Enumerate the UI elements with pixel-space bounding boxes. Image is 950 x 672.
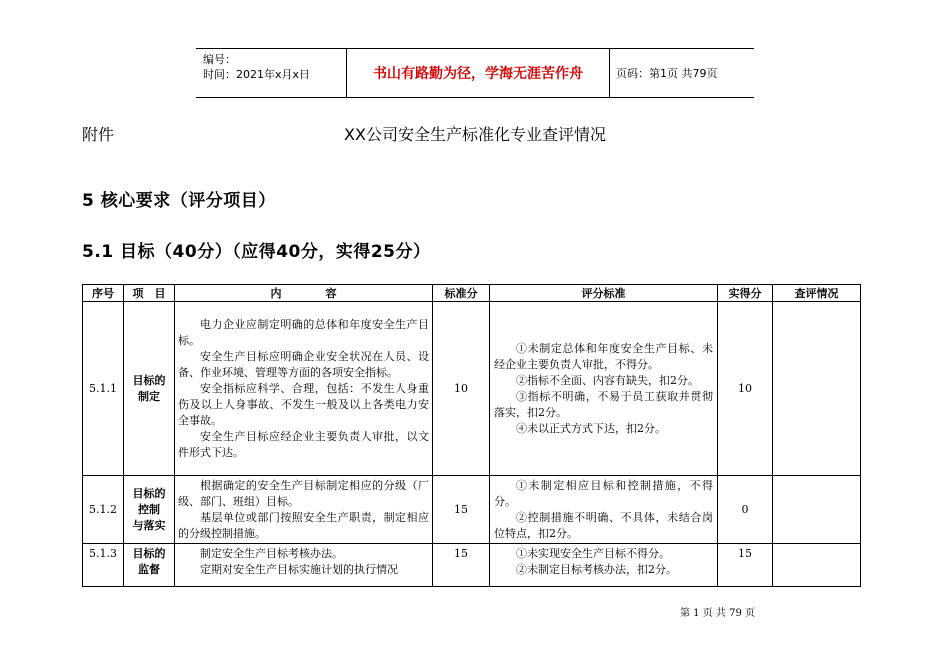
page-header	[196, 48, 754, 98]
criteria-paragraph: ①未制定相应目标和控制措施，不得分。	[494, 478, 713, 508]
actual-score: 10	[718, 302, 773, 476]
criteria-paragraph: ①未制定总体和年度安全生产目标、未经企业主要负责人审批，不得分。	[494, 341, 713, 371]
attachment-label: 附件	[82, 125, 115, 144]
content-paragraph: 制定安全生产目标考核办法。	[200, 547, 343, 560]
row-item: 目标的 监督	[124, 544, 175, 587]
criteria-paragraph: ②指标不全面、内容有缺失，扣2分。	[516, 373, 699, 387]
col-header: 评分标准	[490, 285, 718, 302]
number-label: 编号：	[203, 53, 236, 66]
review-cell	[773, 544, 861, 587]
content-paragraph: 基层单位或部门按照安全生产职责，制定相应的分级控制措施。	[178, 510, 429, 540]
section-heading: 5 核心要求（评分项目）	[82, 191, 276, 211]
table-row	[83, 302, 861, 476]
content-paragraph: 根据确定的安全生产目标制定相应的分级（厂级、部门、班组）目标。	[178, 478, 429, 508]
table-row	[83, 544, 861, 587]
row-item: 目标的 制定	[124, 302, 175, 476]
standard-score: 10	[433, 302, 490, 476]
content-paragraph: 安全指标应科学、合理，包括：不发生人身重伤及以上人身事故、不发生一般及以上各类电力安全事故。	[178, 381, 429, 427]
standard-score: 15	[433, 544, 490, 587]
time-label: 时间：2021年x月x日	[203, 68, 311, 81]
row-id: 5.1.2	[83, 476, 124, 544]
criteria-paragraph: ③指标不明确，不易于员工获取并贯彻落实，扣2分。	[494, 389, 713, 419]
evaluation-table	[82, 284, 861, 587]
col-header: 序号	[83, 285, 124, 302]
content-paragraph: 定期对安全生产目标实施计划的执行情况	[200, 563, 398, 576]
row-criteria	[490, 476, 718, 544]
content-paragraph: 电力企业应制定明确的总体和年度安全生产目标。	[178, 317, 429, 347]
criteria-paragraph: ④未以正式方式下达，扣2分。	[516, 421, 666, 435]
col-header: 内 容	[175, 285, 433, 302]
header-page-info: 页码：第1页 共79页	[616, 67, 718, 80]
standard-score: 15	[433, 476, 490, 544]
criteria-paragraph: ②控制措施不明确、不具体，未结合岗位特点，扣2分。	[494, 510, 713, 540]
table-row	[83, 476, 861, 544]
col-header: 查评情况	[773, 285, 861, 302]
content-paragraph: 安全生产目标应经企业主要负责人审批，以文件形式下达。	[178, 429, 429, 459]
row-content	[175, 544, 433, 587]
row-content	[175, 476, 433, 544]
criteria-paragraph: ①未实现安全生产目标不得分。	[516, 547, 670, 560]
row-content	[175, 302, 433, 476]
review-cell	[773, 476, 861, 544]
page-footer: 第 1 页 共 79 页	[680, 608, 755, 619]
document-title: XX公司安全生产标准化专业查评情况	[344, 125, 606, 144]
header-meta	[196, 49, 347, 97]
criteria-paragraph: ②未制定目标考核办法，扣2分。	[516, 563, 677, 576]
review-cell	[773, 302, 861, 476]
col-header: 实得分	[718, 285, 773, 302]
row-criteria	[490, 544, 718, 587]
col-header: 项 目	[124, 285, 175, 302]
row-criteria	[490, 302, 718, 476]
actual-score: 15	[718, 544, 773, 587]
actual-score: 0	[718, 476, 773, 544]
col-header: 标准分	[433, 285, 490, 302]
content-paragraph: 安全生产目标应明确企业安全状况在人员、设备、作业环境、管理等方面的各项安全指标。	[178, 349, 429, 379]
table-header-row	[83, 285, 861, 302]
row-id: 5.1.3	[83, 544, 124, 587]
row-id: 5.1.1	[83, 302, 124, 476]
header-slogan: 书山有路勤为径，学海无涯苦作舟	[347, 49, 610, 97]
row-item: 目标的 控制 与落实	[124, 476, 175, 544]
subsection-heading: 5.1 目标（40分）（应得40分，实得25分）	[82, 242, 431, 262]
